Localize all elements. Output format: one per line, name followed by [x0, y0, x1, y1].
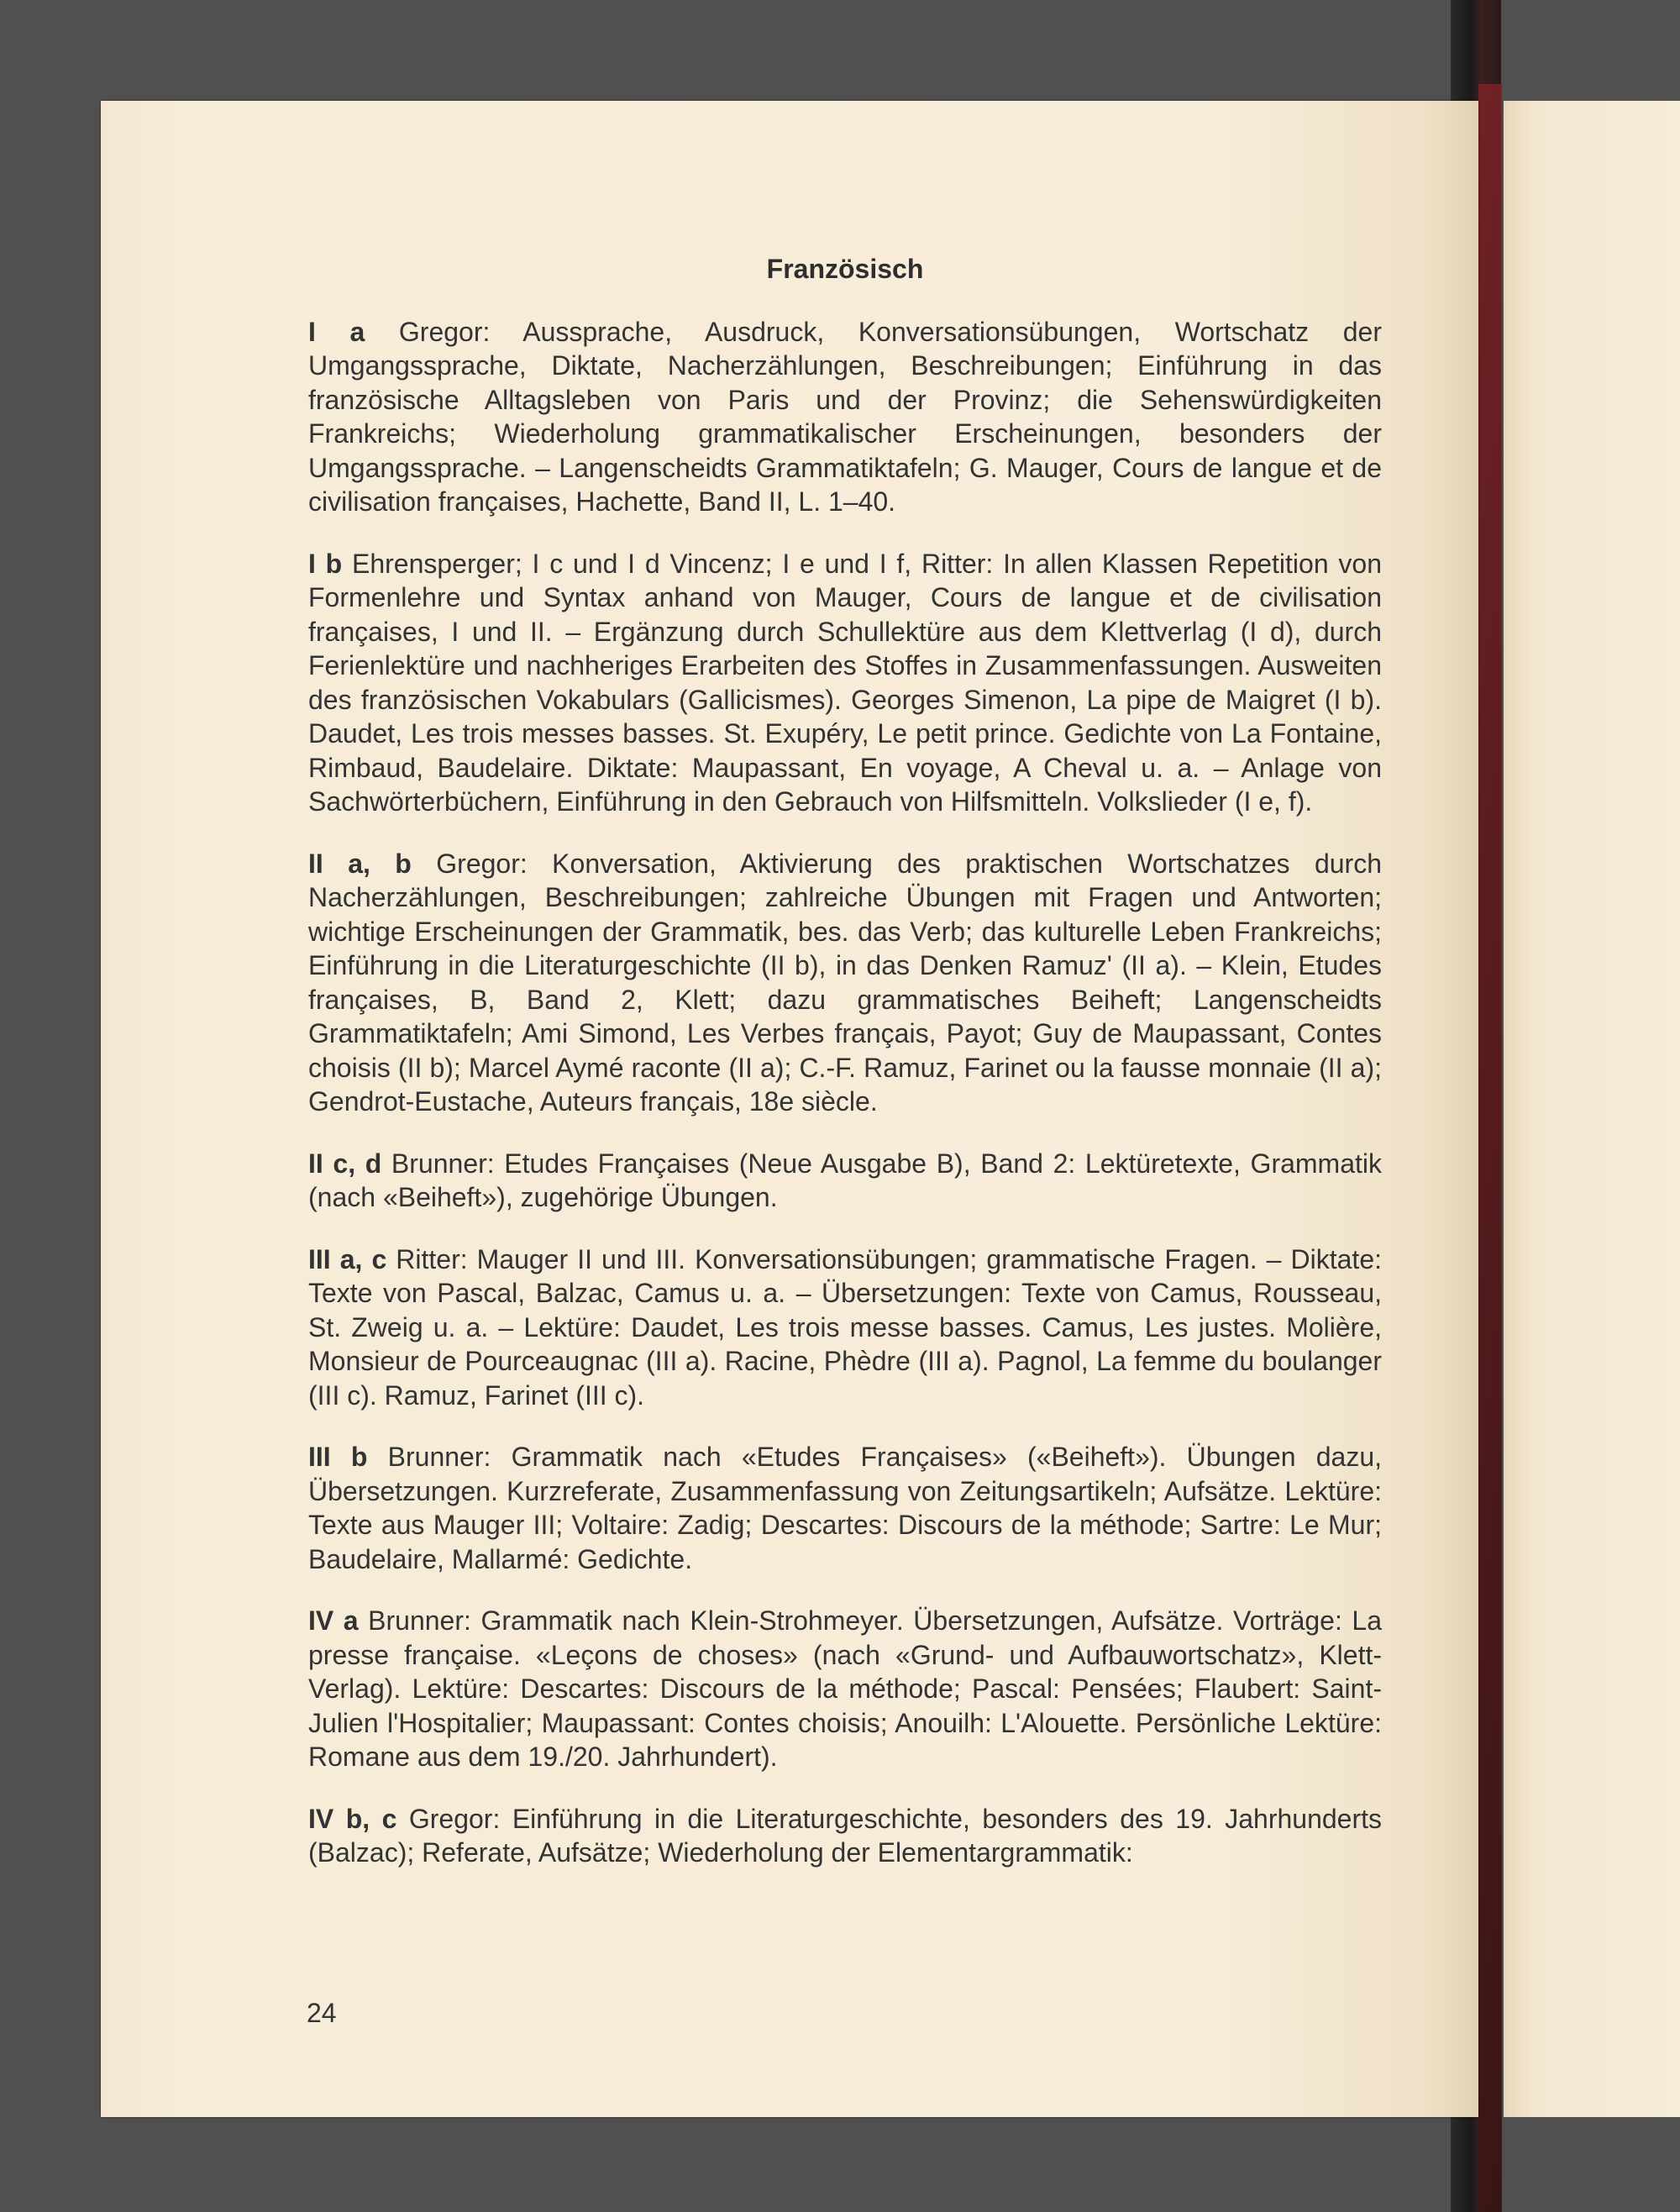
- paragraph-iiib: [308, 1440, 1382, 1576]
- paragraph-ia: [308, 315, 1382, 519]
- class-heading: I a: [308, 316, 365, 347]
- paragraph-iicd: [308, 1147, 1382, 1215]
- spine-binding: [1478, 84, 1502, 2212]
- paragraph-text: Gregor: Aussprache, Ausdruck, Konversationsübungen, Wortschatz der Umgangssprache, Diktate, Nacherzählungen, Beschreibungen; Einführung in das französische Alltagsleben von Paris und der Provinz; die Sehenswürdigkeiten Frankreichs; Wiederholung grammatikalischer Erscheinungen, besonders der Umgangssprache. – Langenscheidts Grammatiktafeln; G. Mauger, Cours de langue et de civilisation françaises, Hachette, Band II, L. 1–40.: [308, 316, 1383, 517]
- page-title: Französisch: [766, 254, 924, 284]
- page-number: 24: [307, 1998, 337, 2028]
- paragraph-text: Gregor: Einführung in die Literaturgeschichte, besonders des 19. Jahrhunderts (Balzac); Referate, Aufsätze; Wiederholung der Elementargrammatik:: [308, 1803, 1383, 1868]
- class-heading: III a, c: [308, 1243, 387, 1274]
- paragraph-text: Ehrensperger; I c und I d Vincenz; I e und I f, Ritter: In allen Klassen Repetition von Formenlehre und Syntax anhand von Mauger, Cours de langue et de civilisation françaises, I und II. – Ergänzung durch Schullektüre aus dem Klettverlag (I d), durch Ferienlektüre und nachheriges Erarbeiten des Stoffes in Zusammenfassungen. Ausweiten des französischen Vokabulars (Gallicismes). Georges Simenon, La pipe de Maigret (I b). Daudet, Les trois messes basses. St. Exupéry, Le petit prince. Gedichte von La Fontaine, Rimbaud, Baudelaire. Diktate: Maupassant, En voyage, A Cheval u. a. – Anlage von Sachwörterbüchern, Einführung in den Gebrauch von Hilfsmitteln. Volkslieder (I e, f).: [308, 548, 1383, 817]
- left-page-content: [308, 252, 1382, 1898]
- class-heading: IV a: [308, 1605, 359, 1636]
- paragraph-text: Gregor: Konversation, Aktivierung des praktischen Wortschatzes durch Nacherzählungen, Beschreibungen; zahlreiche Übungen mit Fragen und Antworten; wichtige Erscheinungen der Grammatik, bes. das Verb; das kulturelle Leben Frankreichs; Einführung in die Literaturgeschichte (II b), in das Denken Ramuz' (II a). – Klein, Etudes françaises, B, Band 2, Klett; dazu grammatisches Beiheft; Langenscheidts Grammatiktafeln; Ami Simond, Les Verbes français, Payot; Guy de Maupassant, Contes choisis (II b); Marcel Aymé raconte (II a); C.-F. Ramuz, Farinet ou la fausse monnaie (II a); Gendrot-Eustache, Auteurs français, 18e siècle.: [308, 848, 1383, 1117]
- class-heading: I b: [308, 548, 343, 579]
- paragraph-ivbc: [308, 1802, 1382, 1870]
- paragraph-text: Ritter: Mauger II und III. Konversationsübungen; grammatische Fragen. – Diktate: Texte von Pascal, Balzac, Camus u. a. – Übersetzungen: Texte von Camus, Rousseau, St. Zweig u. a. – Lektüre: Daudet, Les trois messe basses. Camus, Les justes. Molière, Monsieur de Pourceaugnac (III a). Racine, Phèdre (III a). Pagnol, La femme du boulanger (III c). Ramuz, Farinet (III c).: [308, 1243, 1383, 1411]
- paragraph-ib: [308, 547, 1382, 819]
- paragraph-text: Brunner: Grammatik nach Klein-Strohmeyer. Übersetzungen, Aufsätze. Vorträge: La presse française. «Leçons de choses» (nach «Grund- und Aufbauwortschatz», Klett-Verlag). Lektüre: Descartes: Discours de la méthode; Pascal: Pensées; Flaubert: Saint-Julien l'Hospitalier; Maupassant: Contes choisis; Anouilh: L'Alouette. Persönliche Lektüre: Romane aus dem 19./20. Jahrhundert).: [308, 1605, 1383, 1772]
- right-page: [1504, 101, 1680, 2117]
- paragraph-text: Brunner: Grammatik nach «Etudes Françaises» («Beiheft»). Übungen dazu, Übersetzungen. Kurzreferate, Zusammenfassung von Zeitungsartikeln; Aufsätze. Lektüre: Texte aus Mauger III; Voltaire: Zadig; Descartes: Discours de la méthode; Sartre: Le Mur; Baudelaire, Mallarmé: Gedichte.: [308, 1442, 1383, 1574]
- paragraph-iiab: [308, 847, 1382, 1119]
- paragraph-iva: [308, 1604, 1382, 1774]
- class-heading: II c, d: [308, 1148, 382, 1179]
- class-heading: III b: [308, 1442, 368, 1472]
- paragraph-text: Brunner: Etudes Françaises (Neue Ausgabe B), Band 2: Lektüretexte, Grammatik (nach «Beiheft»), zugehörige Übungen.: [308, 1148, 1383, 1212]
- class-heading: II a, b: [308, 848, 412, 879]
- class-heading: IV b, c: [308, 1803, 397, 1834]
- paragraph-iiiac: [308, 1243, 1382, 1413]
